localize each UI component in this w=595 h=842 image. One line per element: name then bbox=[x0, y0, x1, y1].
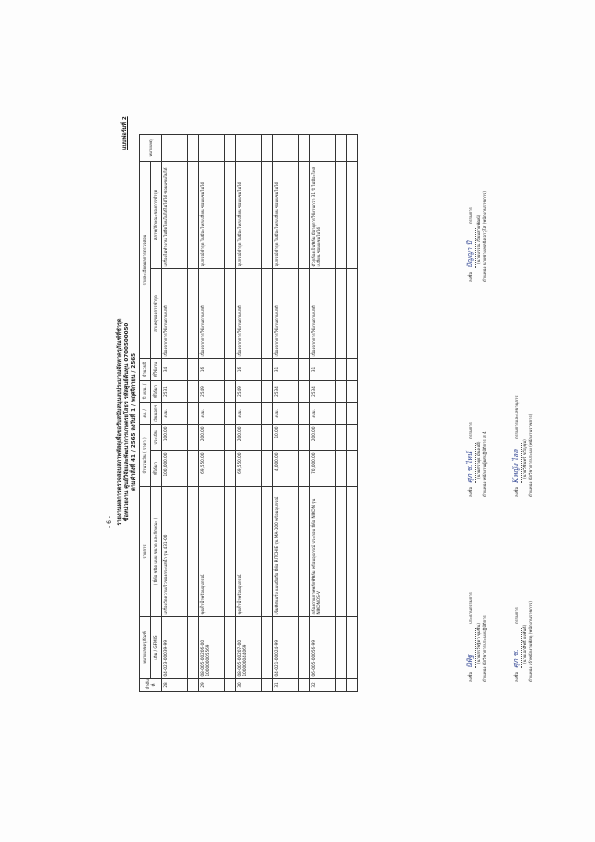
row-reason: เนื่องจากการใช้งานตามปกติ bbox=[162, 268, 188, 358]
table-row-blank bbox=[336, 134, 347, 691]
handwritten-signature: ปัญญา ปี bbox=[466, 228, 476, 268]
header-year: ปี งปม. / bbox=[140, 380, 151, 402]
header-result: รายละเอียดผลการตรวจสอบ bbox=[140, 161, 151, 358]
row-reason: เนื่องจากการใช้งานตามปกติ bbox=[199, 268, 225, 358]
header-year-sub: ที่ได้มา bbox=[151, 380, 162, 402]
row-condition: อุปกรณ์ชำรุด ไม่มีอะไหล่เปลี่ยน ซ่อมแซมไม่ได้ bbox=[273, 161, 299, 268]
row-money-source: งปม. bbox=[236, 402, 262, 424]
row-price-total: 69,550.00 bbox=[236, 451, 262, 487]
agency-line: ชื่อหน่วยงาน ศูนย์วิจัยและพัฒนาการเกษตรยโสธร รหัสศูนย์ต้นทุน 0700500050 bbox=[124, 322, 130, 522]
handwritten-signature: นิพิฐ bbox=[466, 628, 476, 668]
handwritten-signature: Kหญ้ง ไลล bbox=[512, 443, 522, 483]
header-asset-id: หมายเลขครุภัณฑ์ bbox=[140, 617, 151, 679]
row-price-est: 200.00 bbox=[199, 424, 225, 450]
row-condition: ตัวกล้องเป็นฟิล์ม มีอายุการใช้งานกว่า 31 ปี ไม่มีอะไหล่เปลี่ยน ซ่อมแซมไม่ได้ bbox=[310, 161, 336, 268]
row-reason: เนื่องจากการใช้งานตามปกติ bbox=[273, 268, 299, 358]
row-year: 2549 bbox=[236, 380, 262, 402]
row-asset-id: 04-021-00024-99 bbox=[273, 617, 299, 679]
row-condition: เครื่องไม่ทำงาน ไม่ยืดโยนโม่ได้ไม่ได้ได้ ซ่อมแซมไม่ได้ bbox=[162, 161, 188, 268]
table-row-blank bbox=[225, 134, 236, 691]
row-no: 29 bbox=[199, 679, 225, 692]
asset-inspection-table bbox=[139, 134, 358, 692]
row-years-used: 16 bbox=[199, 358, 225, 380]
row-item: เข็มทิศแบริ่ง แบบมือถือ ยี่ห้อ RITCHIE รุ่น MA-100 พร้อมอุปกรณ์ bbox=[273, 487, 299, 617]
row-money-source: งปม. bbox=[162, 402, 188, 424]
row-years-used: 34 bbox=[162, 358, 188, 380]
row-price-total: 70,000.00 bbox=[310, 451, 336, 487]
table-row bbox=[162, 134, 188, 691]
header-reason: สาเหตุของการชำรุด bbox=[151, 268, 162, 358]
table-row bbox=[236, 134, 262, 691]
row-year: 2534 bbox=[310, 380, 336, 402]
row-remark bbox=[199, 134, 225, 161]
row-asset-id: 04-023-00039-99 bbox=[162, 617, 188, 679]
row-year: 2531 bbox=[162, 380, 188, 402]
row-years-used: 31 bbox=[273, 358, 299, 380]
header-years-used: จำนวนปี bbox=[140, 358, 151, 380]
row-price-est: 10.00 bbox=[273, 424, 299, 450]
signature-member-4: ลงชื่อศุภ ช.กรรมการ (นายเอกสิทธิ์ ยงพันธ์) ตำแหน่ง เจ้าพนักงานพัสดุ (พนักงานราชการ) bbox=[512, 600, 533, 682]
row-year: 2534 bbox=[273, 380, 299, 402]
table-row bbox=[310, 134, 336, 691]
handwritten-signature: ศุภ ช. bbox=[512, 628, 522, 668]
row-item: ชุดค้ำน้ำพร้อมอุปกรณ์ bbox=[199, 487, 225, 617]
row-price-total: 4,000.00 bbox=[273, 451, 299, 487]
row-no: 30 bbox=[236, 679, 262, 692]
row-price-total: 100,000.00 bbox=[162, 451, 188, 487]
row-reason: เนื่องจากการใช้งานตามปกติ bbox=[310, 268, 336, 358]
header-remark: หมายเหตุ bbox=[140, 134, 162, 161]
row-remark bbox=[162, 134, 188, 161]
row-years-used: 31 bbox=[310, 358, 336, 380]
row-price-est: 200.00 bbox=[310, 424, 336, 450]
header-condition: สภาพ/ลักษณะของการชำรุด bbox=[151, 161, 162, 268]
row-year: 2549 bbox=[199, 380, 225, 402]
table-row-blank bbox=[188, 134, 199, 691]
table-row bbox=[199, 134, 225, 691]
row-item: เครื่องวัดความเร็วของกระแสน้ำ รุ่น 431-00 bbox=[162, 487, 188, 617]
table-row-blank bbox=[299, 134, 310, 691]
header-price-est: ประเมิน bbox=[151, 424, 162, 450]
row-price-est: 200.00 bbox=[236, 424, 262, 450]
header-item-sub: ( ยี่ห้อ ชนิด แบบ ขนาด และลักษณะ ) bbox=[151, 487, 162, 617]
header-no: ลำดับที่ bbox=[140, 679, 162, 692]
row-asset-id: 06-005-00056-99 bbox=[310, 617, 336, 679]
signature-member-2: ลงชื่อปัญญา ปีกรรมการ (นายบรรณ เปี่ยมสายพัฒน์) ตำแหน่ง นายช่างเทคนิคอาวุโส (พนักงานราชการ) bbox=[466, 191, 487, 282]
form-number: แบบฟอร์มที่ 2 bbox=[122, 116, 128, 150]
row-item: ชุดค้ำน้ำพร้อมอุปกรณ์ bbox=[236, 487, 262, 617]
table-row-blank bbox=[347, 134, 358, 691]
row-remark bbox=[273, 134, 299, 161]
handwritten-signature: ศุภ ช.ไหน์ bbox=[466, 443, 476, 483]
row-reason: เนื่องจากการใช้งานตามปกติ bbox=[236, 268, 262, 358]
row-years-used: 16 bbox=[236, 358, 262, 380]
page-number: - 6 - bbox=[106, 516, 113, 528]
row-condition: อุปกรณ์ชำรุด ไม่มีอะไหล่เปลี่ยน ซ่อมแซมไม่ได้ bbox=[199, 161, 225, 268]
header-years-used-sub: ที่ใช้งาน bbox=[151, 358, 162, 380]
row-remark bbox=[236, 134, 262, 161]
row-price-total: 69,550.00 bbox=[199, 451, 225, 487]
header-asset-id-sub: เดิม / GFMIS bbox=[151, 617, 162, 679]
header-money-source: งบ. / bbox=[140, 402, 151, 424]
row-no: 32 bbox=[310, 679, 336, 692]
row-price-est: 100.00 bbox=[162, 424, 188, 450]
row-money-source: งปม. bbox=[199, 402, 225, 424]
order-line: ตามคำสั่งที่ 41 / 2565 ลงวันที่ 1 / พฤศจิกายน / 2565 bbox=[131, 353, 137, 491]
table-row-blank bbox=[262, 134, 273, 691]
header-item: รายการ bbox=[140, 487, 151, 617]
signature-member-1: ลงชื่อศุภ ช.ไหน์กรรมการ (นายศรายุธ มั่นคงผี) ตำแหน่ง พนักงานผู้ยศปฏิบัติการ ส 4 bbox=[466, 422, 487, 497]
header-price-total: ที่ได้มา bbox=[151, 451, 162, 487]
row-no: 31 bbox=[273, 679, 299, 692]
signature-secretary: ลงชื่อKหญ้ง ไลลกรรมการและเลขานุการ (นายวิชินทร์ ขวัญชุม) ตำแหน่ง นักวิชาการประมง (พนักงานราชการ) bbox=[512, 395, 533, 497]
row-condition: อุปกรณ์ชำรุด ไม่มีอะไหล่เปลี่ยน ซ่อมแซมไม่ได้ bbox=[236, 161, 262, 268]
header-price: จำนวนเงิน ( ราคา ) bbox=[140, 424, 151, 486]
row-no: 28 bbox=[162, 679, 188, 692]
row-item: กล้องถ่ายภาพพลักฟ์ฟิล์ม พร้อมอุปกรณ์ ประกอบ ยี่ห้อ NIKON รุ่น NIKONOS-V bbox=[310, 487, 336, 617]
row-asset-id: 08-005-00206-00 100000005569 bbox=[199, 617, 225, 679]
header-money-source-sub: เงินนอกฯ bbox=[151, 402, 162, 424]
row-money-source: งปม. bbox=[310, 402, 336, 424]
row-remark bbox=[310, 134, 336, 161]
row-asset-id: 08-005-00207-00 100000044069 bbox=[236, 617, 262, 679]
report-title: รายงานผลการตรวจสอบสภาพพัสดุเพื่อขอรับสนับสนุนงบประมาณจัดหาครุภัณฑ์ที่ชำรุด bbox=[117, 318, 123, 526]
row-money-source: งปม. bbox=[273, 402, 299, 424]
signature-chairman: ลงชื่อนิพิฐประธานกรรมการ (นายสรวัชฐิดา ชุมชื่น) ตำแหน่ง นักวิชาการประมงปฏิบัติการ bbox=[466, 592, 487, 682]
table-row bbox=[273, 134, 299, 691]
